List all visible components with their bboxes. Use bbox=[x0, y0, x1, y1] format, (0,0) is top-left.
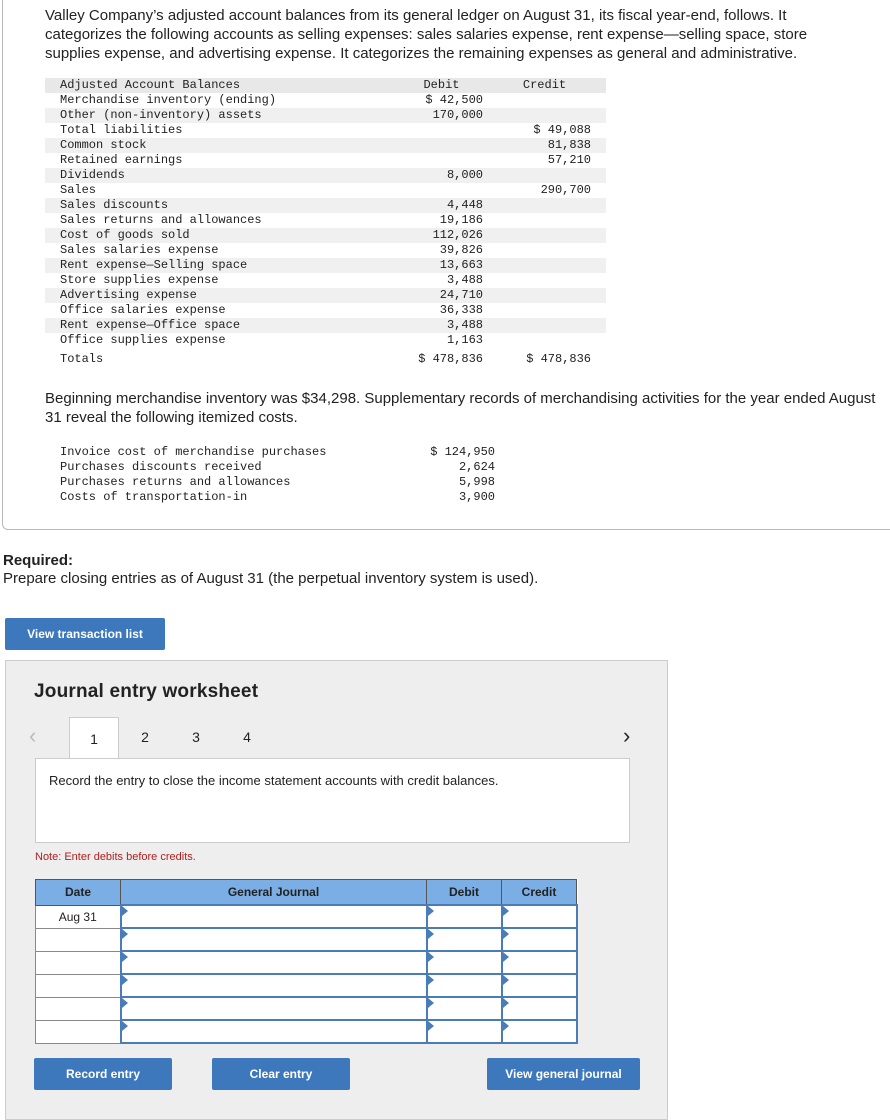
journal-entry-worksheet bbox=[5, 660, 668, 1120]
balances-total-credit: $ 478,836 bbox=[526, 352, 591, 366]
journal-date-cell[interactable] bbox=[36, 997, 121, 1020]
balances-total-name: Totals bbox=[60, 352, 104, 366]
chevron-left-icon[interactable]: ‹ bbox=[29, 723, 37, 748]
instruction-text: Record the entry to close the income statement accounts with credit balances. bbox=[49, 773, 499, 788]
balances-cell-credit bbox=[483, 168, 606, 183]
journal-header-date: Date bbox=[36, 880, 121, 906]
costs-row bbox=[45, 490, 495, 505]
costs-cell-name: Invoice cost of merchandise purchases bbox=[60, 445, 327, 459]
balances-cell-name: Rent expense—Selling space bbox=[60, 258, 248, 272]
balances-cell-name: Store supplies expense bbox=[60, 273, 219, 287]
journal-debit-input[interactable] bbox=[427, 951, 502, 974]
balances-row bbox=[45, 93, 606, 108]
balances-row bbox=[45, 108, 606, 123]
balances-cell-name: Common stock bbox=[60, 138, 147, 152]
balances-cell-name: Sales salaries expense bbox=[60, 243, 219, 257]
balances-cell-debit: 112,026 bbox=[432, 228, 483, 242]
journal-credit-input[interactable] bbox=[502, 905, 577, 928]
tab-3[interactable]: 3 bbox=[192, 729, 200, 745]
costs-cell-name: Costs of transportation-in bbox=[60, 490, 248, 504]
balances-cell-name: Office salaries expense bbox=[60, 303, 226, 317]
costs-cell-amount: $ 124,950 bbox=[430, 445, 495, 459]
journal-account-input[interactable] bbox=[121, 951, 427, 974]
balances-row bbox=[45, 168, 606, 183]
worksheet-tabs bbox=[31, 717, 641, 759]
required-label: Required: bbox=[3, 552, 74, 569]
balances-cell-credit bbox=[483, 243, 606, 258]
journal-credit-input[interactable] bbox=[502, 951, 577, 974]
balances-row bbox=[45, 123, 606, 138]
balances-cell-debit: 4,448 bbox=[446, 198, 483, 212]
journal-header-credit: Credit bbox=[502, 880, 577, 906]
journal-table bbox=[35, 879, 578, 1044]
balances-cell-credit bbox=[483, 303, 606, 318]
balances-row bbox=[45, 213, 606, 228]
balances-cell-credit bbox=[483, 288, 606, 303]
journal-credit-input[interactable] bbox=[502, 974, 577, 997]
view-transaction-list-button[interactable]: View transaction list bbox=[5, 618, 165, 650]
costs-row bbox=[45, 475, 495, 490]
instruction-box bbox=[35, 758, 630, 843]
required-text: Prepare closing entries as of August 31 (the perpetual inventory system is used). bbox=[3, 570, 539, 587]
balances-cell-credit bbox=[483, 108, 606, 123]
balances-row bbox=[45, 138, 606, 153]
balances-header-name: Adjusted Account Balances bbox=[60, 78, 241, 92]
balances-cell-debit: 13,663 bbox=[439, 258, 483, 272]
journal-debit-input[interactable] bbox=[427, 997, 502, 1020]
costs-row bbox=[45, 460, 495, 475]
balances-cell-credit: 57,210 bbox=[547, 153, 591, 167]
balances-cell-name: Sales bbox=[60, 183, 97, 197]
balances-row bbox=[45, 183, 606, 198]
journal-row bbox=[36, 905, 577, 928]
balances-header-debit: Debit bbox=[423, 78, 460, 92]
costs-cell-name: Purchases returns and allowances bbox=[60, 475, 291, 489]
journal-account-input[interactable] bbox=[121, 997, 427, 1020]
balances-cell-name: Total liabilities bbox=[60, 123, 183, 137]
balances-cell-name: Other (non-inventory) assets bbox=[60, 108, 262, 122]
balances-cell-name: Cost of goods sold bbox=[60, 228, 190, 242]
balances-cell-name: Advertising expense bbox=[60, 288, 197, 302]
balances-cell-debit bbox=[380, 123, 483, 138]
balances-cell-debit: 1,163 bbox=[446, 333, 483, 347]
balances-header-credit: Credit bbox=[522, 78, 567, 92]
journal-row bbox=[36, 1020, 577, 1043]
worksheet-title: Journal entry worksheet bbox=[34, 681, 259, 702]
journal-header-debit: Debit bbox=[427, 880, 502, 906]
balances-row bbox=[45, 288, 606, 303]
balances-cell-credit bbox=[483, 273, 606, 288]
balances-cell-debit: 3,488 bbox=[446, 318, 483, 332]
balances-cell-debit bbox=[380, 138, 483, 153]
balances-row bbox=[45, 228, 606, 243]
balances-total-debit: $ 478,836 bbox=[418, 352, 483, 366]
journal-debit-input[interactable] bbox=[427, 1020, 502, 1043]
view-general-journal-button[interactable]: View general journal bbox=[487, 1058, 640, 1090]
balances-cell-credit: 290,700 bbox=[540, 183, 591, 197]
journal-credit-input[interactable] bbox=[502, 928, 577, 951]
balances-cell-credit bbox=[483, 258, 606, 273]
balances-row bbox=[45, 198, 606, 213]
journal-row bbox=[36, 928, 577, 951]
balances-cell-debit bbox=[380, 153, 483, 168]
balances-row bbox=[45, 273, 606, 288]
journal-date-cell[interactable]: Aug 31 bbox=[36, 905, 121, 928]
balances-cell-credit: $ 49,088 bbox=[533, 123, 591, 137]
balances-row bbox=[45, 333, 606, 348]
balances-cell-name: Sales returns and allowances bbox=[60, 213, 262, 227]
balances-cell-name: Office supplies expense bbox=[60, 333, 226, 347]
balances-cell-debit: 8,000 bbox=[446, 168, 483, 182]
supplementary-intro: Beginning merchandise inventory was $34,298. Supplementary records of merchandising activities for the year ended August 31 reveal the following itemized costs. bbox=[45, 390, 876, 426]
balances-cell-name: Merchandise inventory (ending) bbox=[60, 93, 277, 107]
balances-cell-debit: 19,186 bbox=[439, 213, 483, 227]
journal-account-input[interactable] bbox=[121, 974, 427, 997]
journal-account-input[interactable] bbox=[121, 928, 427, 951]
journal-row bbox=[36, 974, 577, 997]
costs-table bbox=[45, 445, 495, 505]
balances-cell-credit bbox=[483, 228, 606, 243]
balances-cell-debit: 36,338 bbox=[439, 303, 483, 317]
balances-cell-credit: 81,838 bbox=[547, 138, 591, 152]
balances-cell-name: Retained earnings bbox=[60, 153, 183, 167]
balances-cell-debit: 39,826 bbox=[439, 243, 483, 257]
balances-totals-row bbox=[45, 348, 606, 370]
balances-cell-name: Rent expense—Office space bbox=[60, 318, 241, 332]
balances-table bbox=[45, 78, 606, 370]
journal-date-cell[interactable] bbox=[36, 928, 121, 951]
costs-cell-amount: 2,624 bbox=[458, 460, 495, 474]
balances-cell-credit bbox=[483, 318, 606, 333]
balances-cell-debit: 170,000 bbox=[432, 108, 483, 122]
balances-cell-debit: 3,488 bbox=[446, 273, 483, 287]
journal-credit-input[interactable] bbox=[502, 997, 577, 1020]
balances-row bbox=[45, 243, 606, 258]
journal-credit-input[interactable] bbox=[502, 1020, 577, 1043]
balances-row bbox=[45, 153, 606, 168]
balances-cell-credit bbox=[483, 333, 606, 348]
journal-header-general-journal: General Journal bbox=[121, 880, 427, 906]
journal-date-cell[interactable] bbox=[36, 1020, 121, 1043]
note-text: Note: Enter debits before credits. bbox=[35, 851, 196, 863]
problem-intro: Valley Company’s adjusted account balances from its general ledger on August 31, its fiscal year-end, follows. It categorizes the following accounts as selling expenses: sales salaries expense, rent expense—selling space, store supplies expense, and advertising expense. It categorizes the remaining expenses as general and administrative. bbox=[45, 7, 808, 62]
balances-cell-name: Sales discounts bbox=[60, 198, 169, 212]
chevron-right-icon[interactable]: › bbox=[623, 723, 631, 748]
balances-cell-debit: 24,710 bbox=[439, 288, 483, 302]
costs-cell-amount: 5,998 bbox=[458, 475, 495, 489]
costs-row bbox=[45, 445, 495, 460]
journal-account-input[interactable] bbox=[121, 905, 427, 928]
balances-row bbox=[45, 303, 606, 318]
journal-row bbox=[36, 997, 577, 1020]
journal-date-cell[interactable] bbox=[36, 951, 121, 974]
balances-cell-credit bbox=[483, 213, 606, 228]
balances-row bbox=[45, 258, 606, 273]
journal-account-input[interactable] bbox=[121, 1020, 427, 1043]
costs-cell-name: Purchases discounts received bbox=[60, 460, 262, 474]
balances-cell-credit bbox=[483, 93, 606, 108]
balances-cell-debit: $ 42,500 bbox=[425, 93, 483, 107]
tab-4[interactable]: 4 bbox=[243, 729, 251, 745]
balances-header-row bbox=[45, 78, 606, 93]
tab-1[interactable]: 1 bbox=[69, 717, 119, 759]
balances-row bbox=[45, 318, 606, 333]
balances-cell-debit bbox=[380, 183, 483, 198]
balances-cell-name: Dividends bbox=[60, 168, 125, 182]
record-entry-button[interactable]: Record entry bbox=[34, 1058, 172, 1090]
journal-debit-input[interactable] bbox=[427, 905, 502, 928]
clear-entry-button[interactable]: Clear entry bbox=[212, 1058, 350, 1090]
tab-2[interactable]: 2 bbox=[141, 729, 149, 745]
balances-cell-credit bbox=[483, 198, 606, 213]
journal-debit-input[interactable] bbox=[427, 928, 502, 951]
costs-cell-amount: 3,900 bbox=[458, 490, 495, 504]
journal-date-cell[interactable] bbox=[36, 974, 121, 997]
journal-row bbox=[36, 951, 577, 974]
journal-debit-input[interactable] bbox=[427, 974, 502, 997]
